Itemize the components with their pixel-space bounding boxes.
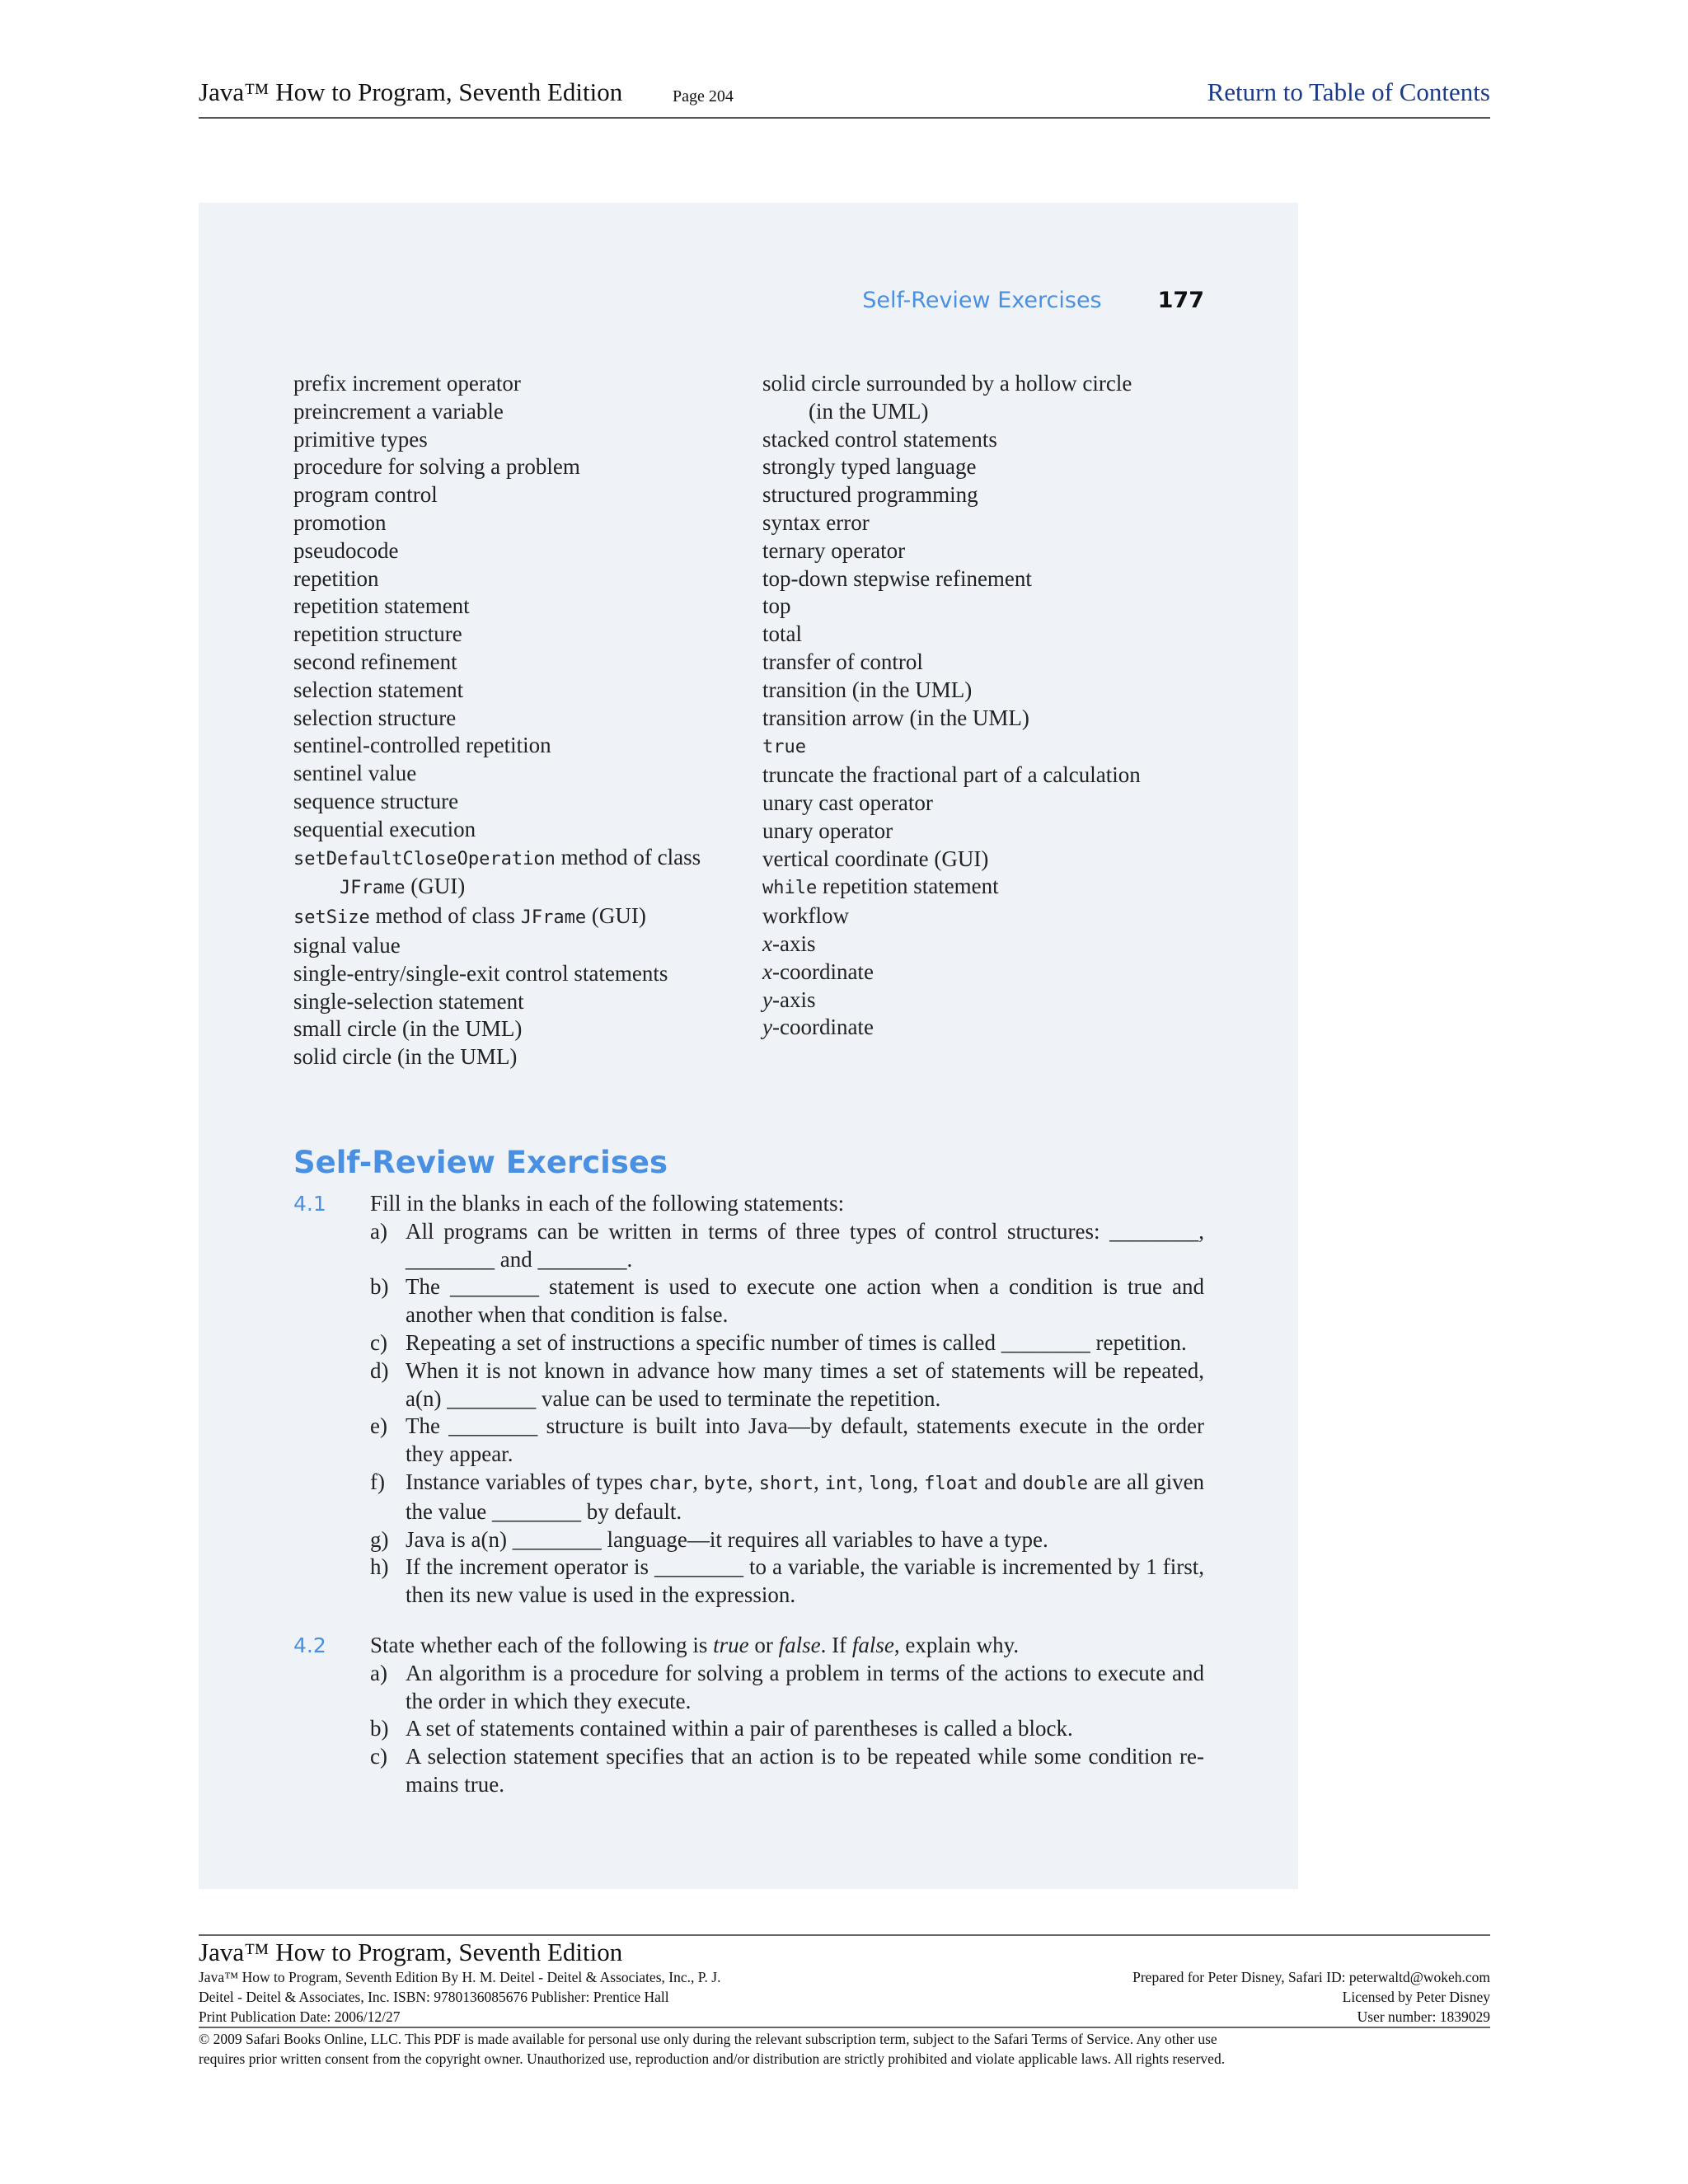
code-keyword: char: [649, 1473, 693, 1494]
text-run: preincrement a variable: [293, 398, 504, 424]
text-run: procedure for solving a problem: [293, 454, 580, 480]
exercise-intro: [370, 1632, 1204, 1660]
index-term: [293, 537, 738, 565]
item-letter: a): [370, 1660, 387, 1685]
text-run: single-entry/single-exit control statements: [293, 960, 668, 986]
text-run: signal value: [293, 932, 401, 958]
item-letter: c): [370, 1744, 387, 1769]
text-run: ,: [857, 1469, 870, 1494]
publication-line: Java™ How to Program, Seventh Edition By H. M. Deitel - Deitel & Associates, Inc., P. J.: [199, 1969, 721, 1985]
text-run: strongly typed language: [762, 454, 977, 480]
index-term: [293, 844, 738, 874]
text-run: ,: [813, 1469, 825, 1494]
emphasis-text: y: [762, 1015, 772, 1040]
exercise-intro: Fill in the blanks in each of the following statements:: [370, 1191, 845, 1216]
item-letter: e): [370, 1413, 387, 1439]
emphasis-text: y: [762, 987, 772, 1012]
text-run: method of class: [555, 844, 701, 869]
text-run: transition (in the UML): [762, 677, 973, 702]
index-term: [762, 930, 1224, 958]
publication-info: [199, 1967, 916, 2027]
index-term: [762, 621, 1224, 649]
index-term: [762, 398, 1224, 426]
page-label: Page 204: [673, 87, 734, 105]
terms-column-right: [762, 370, 1224, 1042]
page-footer: [199, 1934, 1490, 2069]
text-run: promotion: [293, 509, 387, 535]
text-run: or: [748, 1633, 779, 1657]
index-term: [762, 481, 1224, 509]
running-head: [199, 288, 1204, 313]
index-term: [762, 649, 1224, 677]
code-keyword: byte: [703, 1473, 748, 1494]
text-run: small circle (in the UML): [293, 1016, 523, 1042]
prepared-for: Prepared for Peter Disney, Safari ID: peterwaltd@wokeh.com: [1132, 1969, 1490, 1985]
text-run: pseudocode: [293, 537, 399, 563]
index-term: [293, 509, 738, 537]
emphasis-text: true: [713, 1633, 749, 1657]
index-term: [762, 593, 1224, 621]
index-term: [762, 537, 1224, 565]
exercise-4-2: [293, 1632, 1204, 1799]
index-term: [293, 873, 738, 902]
user-number: User number: 1839029: [1357, 2008, 1490, 2025]
text-run: -coordinate: [771, 1015, 874, 1040]
footer-info: [199, 1967, 1490, 2027]
index-term: [762, 762, 1224, 790]
code-keyword: setDefaultCloseOperation: [293, 848, 556, 869]
item-letter: f): [370, 1469, 385, 1494]
text-run: transfer of control: [762, 649, 923, 674]
index-term: [293, 1043, 738, 1071]
index-term: [762, 987, 1224, 1015]
text-run: Repeating a set of instructions a specific number of times is called ________ repetition.: [406, 1329, 1187, 1355]
exercise-item: [370, 1218, 1204, 1274]
terms-column-left: [293, 370, 738, 1071]
index-term: [762, 732, 1224, 762]
index-term: [762, 818, 1224, 846]
text-run: A set of statements contained within a pair of parentheses is called a block.: [406, 1716, 1073, 1741]
item-letter: h): [370, 1554, 389, 1580]
index-term: [762, 426, 1224, 454]
item-letter: b): [370, 1274, 389, 1300]
text-run: A selection statement specifies that an action is to be repeated while some condition re-mains true.: [406, 1744, 1204, 1797]
exercise-number: 4.1: [293, 1192, 326, 1216]
exercise-item: [370, 1715, 1204, 1743]
index-term: [293, 370, 738, 398]
text-run: syntax error: [762, 509, 870, 535]
text-run: top: [762, 593, 791, 619]
running-head-title: Self-Review Exercises: [862, 288, 1102, 313]
index-term: [293, 677, 738, 705]
text-run: ,: [692, 1469, 704, 1494]
index-term: [762, 790, 1224, 818]
text-run: -axis: [771, 987, 816, 1012]
text-run: Java is a(n) ________ language—it requires all variables to have a type.: [406, 1526, 1048, 1552]
exercise-item: [370, 1526, 1204, 1554]
licensed-by: Licensed by Peter Disney: [1342, 1989, 1490, 2005]
copyright-line: © 2009 Safari Books Online, LLC. This PDF is made available for personal use only during the relevant subscription term, subject to the Safari Terms of Service. Any other use: [199, 2031, 1217, 2047]
text-run: ,: [747, 1469, 759, 1494]
exercise-item: [370, 1273, 1204, 1329]
text-run: prefix increment operator: [293, 371, 521, 396]
index-term: [293, 621, 738, 649]
index-term: [762, 370, 1224, 398]
exercise-item: [370, 1469, 1204, 1526]
index-term: [293, 398, 738, 426]
text-run: single-selection statement: [293, 988, 524, 1014]
text-run: second refinement: [293, 649, 457, 674]
text-run: stacked control statements: [762, 426, 997, 452]
text-run: unary cast operator: [762, 790, 933, 815]
text-run: solid circle (in the UML): [293, 1044, 518, 1070]
book-page: [199, 203, 1298, 1889]
emphasis-text: false: [778, 1633, 821, 1657]
text-run: All programs can be written in terms of three types of control structures: ________, ________ and ________.: [406, 1218, 1204, 1272]
index-term: [293, 705, 738, 733]
footer-title: Java™ How to Program, Seventh Edition: [199, 1938, 623, 1966]
index-term: [762, 958, 1224, 987]
text-run: and: [978, 1469, 1023, 1494]
index-term: [293, 788, 738, 816]
text-run: repetition statement: [817, 874, 999, 899]
text-run: The ________ structure is built into Java—by default, statements execute in the order they appear.: [406, 1413, 1204, 1467]
index-term: [762, 565, 1224, 593]
index-term: [293, 902, 738, 932]
publication-date: Print Publication Date: 2006/12/27: [199, 2008, 401, 2025]
toc-link[interactable]: Return to Table of Contents: [1207, 77, 1490, 106]
code-keyword: JFrame: [340, 878, 406, 899]
page-number: 177: [1157, 288, 1204, 313]
text-run: If the increment operator is ________ to a variable, the variable is incremented by 1 first, then its new value is used in the expression.: [406, 1554, 1204, 1608]
index-term: [293, 649, 738, 677]
code-keyword: long: [869, 1473, 913, 1494]
code-keyword: while: [762, 878, 818, 899]
item-letter: c): [370, 1329, 387, 1355]
text-run: When it is not known in advance how many times a set of statements will be repeated, a(n) ________ value can be used to terminate the repetition.: [406, 1357, 1204, 1411]
index-term: [293, 565, 738, 593]
index-term: [762, 1014, 1224, 1042]
text-run: sentinel value: [293, 761, 417, 786]
text-run: (in the UML): [809, 398, 929, 424]
text-run: structured programming: [762, 482, 978, 508]
index-term: [293, 426, 738, 454]
index-term: [293, 732, 738, 760]
top-header: [199, 77, 1490, 119]
index-term: [293, 453, 738, 481]
text-run: are all given the value ________ by default.: [406, 1469, 1205, 1524]
emphasis-text: x: [762, 930, 772, 956]
exercise-number: 4.2: [293, 1633, 326, 1657]
emphasis-text: false: [851, 1633, 894, 1657]
text-run: repetition statement: [293, 593, 470, 619]
text-run: repetition: [293, 565, 379, 591]
emphasis-text: x: [762, 958, 772, 984]
code-keyword: true: [762, 737, 806, 758]
index-term: [293, 1015, 738, 1043]
exercise-item: [370, 1357, 1204, 1413]
exercise-item: [370, 1554, 1204, 1610]
exercise-4-1: [293, 1190, 1204, 1610]
text-run: , explain why.: [893, 1633, 1020, 1657]
text-run: method of class: [369, 903, 521, 929]
code-keyword: setSize: [293, 907, 370, 929]
exercise-item: [370, 1743, 1204, 1799]
text-run: transition arrow (in the UML): [762, 705, 1029, 730]
index-term: [762, 509, 1224, 537]
text-run: sentinel-controlled repetition: [293, 733, 551, 758]
index-term: [762, 677, 1224, 705]
item-letter: g): [370, 1526, 389, 1552]
code-keyword: float: [924, 1473, 979, 1494]
item-letter: d): [370, 1357, 389, 1383]
index-term: [293, 960, 738, 988]
text-run: The ________ statement is used to execute one action when a condition is true and another when that condition is false.: [406, 1274, 1204, 1328]
text-run: . If: [820, 1633, 852, 1657]
index-term: [293, 760, 738, 788]
code-keyword: int: [824, 1473, 858, 1494]
item-letter: a): [370, 1218, 387, 1244]
text-run: top-down stepwise refinement: [762, 565, 1032, 591]
section-title: Self-Review Exercises: [293, 1145, 668, 1180]
license-info: [913, 1967, 1490, 2027]
exercise-items: [370, 1218, 1204, 1610]
item-letter: b): [370, 1716, 389, 1741]
text-run: repetition structure: [293, 621, 462, 647]
code-keyword: short: [758, 1473, 814, 1494]
code-keyword: double: [1022, 1473, 1088, 1494]
index-term: [293, 593, 738, 621]
text-run: sequential execution: [293, 816, 476, 841]
index-term: [293, 816, 738, 844]
exercise-item: [370, 1329, 1204, 1357]
text-run: Instance variables of types: [406, 1469, 649, 1494]
text-run: selection statement: [293, 677, 464, 702]
text-run: ternary operator: [762, 537, 906, 563]
index-term: [762, 705, 1224, 733]
text-run: State whether each of the following is: [370, 1633, 714, 1657]
text-run: truncate the fractional part of a calculation: [762, 762, 1141, 788]
text-run: workflow: [762, 903, 849, 929]
text-run: solid circle surrounded by a hollow circle: [762, 371, 1132, 396]
publication-line: Deitel - Deitel & Associates, Inc. ISBN: 9780136085676 Publisher: Prentice Hall: [199, 1989, 669, 2005]
text-run: primitive types: [293, 426, 428, 452]
text-run: ,: [912, 1469, 925, 1494]
text-run: (GUI): [586, 903, 646, 929]
exercise-item: [370, 1413, 1204, 1469]
copyright-notice: [199, 2027, 1490, 2069]
index-term: [293, 988, 738, 1016]
index-term: [762, 873, 1224, 902]
text-run: (GUI): [405, 874, 466, 899]
index-term: [293, 932, 738, 960]
text-run: selection structure: [293, 705, 457, 730]
text-run: vertical coordinate (GUI): [762, 846, 989, 871]
text-run: An algorithm is a procedure for solving a problem in terms of the actions to execute and the order in which they execute.: [406, 1660, 1204, 1713]
text-run: sequence structure: [293, 788, 459, 813]
text-run: program control: [293, 482, 438, 508]
book-title: Java™ How to Program, Seventh Edition: [199, 77, 623, 106]
text-run: total: [762, 621, 802, 647]
text-run: -axis: [771, 930, 816, 956]
copyright-line: requires prior written consent from the copyright owner. Unauthorized use, reproduction and/or distribution are strictly prohibited and violate applicable laws. All rights reserved.: [199, 2050, 1226, 2067]
index-term: [293, 481, 738, 509]
exercise-item: [370, 1660, 1204, 1716]
index-term: [762, 846, 1224, 874]
text-run: unary operator: [762, 818, 893, 843]
text-run: -coordinate: [771, 958, 874, 984]
code-keyword: JFrame: [520, 907, 587, 929]
exercise-items: [370, 1660, 1204, 1799]
index-term: [762, 902, 1224, 930]
index-term: [762, 453, 1224, 481]
